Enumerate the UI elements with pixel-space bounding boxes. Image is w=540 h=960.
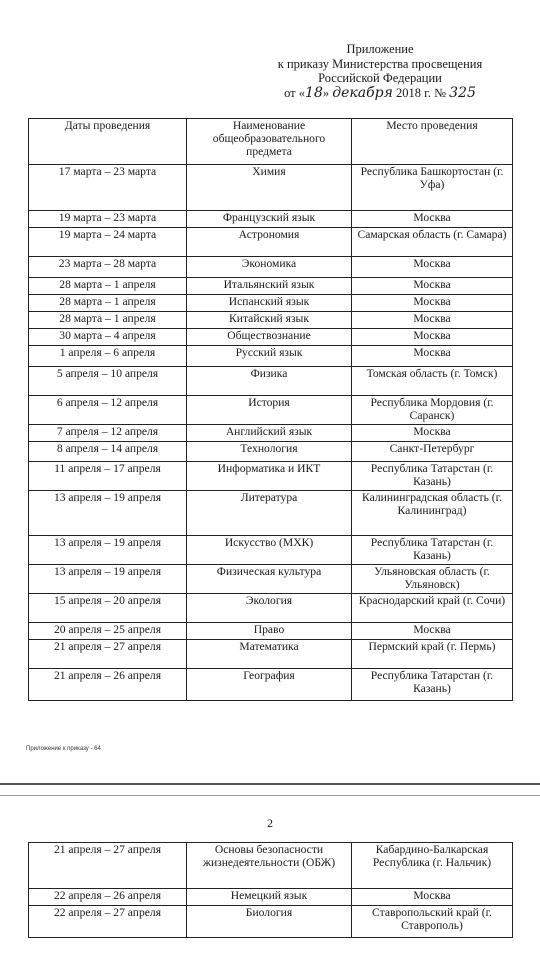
table-row (29, 906, 513, 938)
place-cell: Москва (352, 211, 513, 228)
subject-cell: Право (187, 623, 352, 640)
table-row (29, 889, 513, 906)
table-row (29, 640, 513, 669)
date-cell: 28 марта – 1 апреля (29, 295, 187, 312)
date-cell: 21 апреля – 27 апреля (29, 843, 187, 889)
table-row (29, 367, 513, 396)
subject-cell: Экология (187, 594, 352, 623)
subject-cell: История (187, 396, 352, 425)
place-cell: Пермский край (г. Пермь) (352, 640, 513, 669)
column-header-subject: Наименование общеобразовательного предмета (187, 119, 352, 165)
page-separator (0, 783, 540, 785)
table-row (29, 329, 513, 346)
table-row (29, 491, 513, 536)
subject-cell: Астрономия (187, 228, 352, 257)
table-row (29, 462, 513, 491)
subject-cell: Физика (187, 367, 352, 396)
page-separator-thin (0, 795, 540, 796)
column-header-dates: Даты проведения (29, 119, 187, 165)
date-cell: 22 апреля – 26 апреля (29, 889, 187, 906)
date-cell: 8 апреля – 14 апреля (29, 442, 187, 462)
table-row (29, 425, 513, 442)
date-cell: 5 апреля – 10 апреля (29, 367, 187, 396)
document-header (220, 42, 540, 100)
table-row (29, 228, 513, 257)
schedule-table-continued (28, 842, 513, 938)
date-cell: 19 марта – 23 марта (29, 211, 187, 228)
subject-cell: Немецкий язык (187, 889, 352, 906)
date-cell: 20 апреля – 25 апреля (29, 623, 187, 640)
place-cell: Москва (352, 346, 513, 367)
place-cell: Республика Татарстан (г. Казань) (352, 669, 513, 701)
subject-cell: Итальянский язык (187, 278, 352, 295)
page-number: 2 (267, 816, 273, 830)
subject-cell: Испанский язык (187, 295, 352, 312)
column-header-place: Место проведения (352, 119, 513, 165)
date-cell: 17 марта – 23 марта (29, 165, 187, 211)
place-cell: Ульяновская область (г. Ульяновск) (352, 565, 513, 594)
place-cell: Калининградская область (г. Калининград) (352, 491, 513, 536)
date-cell: 22 апреля – 27 апреля (29, 906, 187, 938)
table-row (29, 346, 513, 367)
place-cell: Томская область (г. Томск) (352, 367, 513, 396)
date-cell: 13 апреля – 19 апреля (29, 491, 187, 536)
table-row (29, 843, 513, 889)
place-cell: Санкт-Петербург (352, 442, 513, 462)
place-cell: Республика Башкортостан (г. Уфа) (352, 165, 513, 211)
table-row (29, 536, 513, 565)
table-row (29, 312, 513, 329)
date-day: 18 (305, 84, 323, 101)
table-row (29, 211, 513, 228)
subject-cell: Искусство (МХК) (187, 536, 352, 565)
header-appendix: Приложение (346, 42, 414, 56)
date-cell: 1 апреля – 6 апреля (29, 346, 187, 367)
subject-cell: Основы безопасности жизнедеятельности (ОБЖ) (187, 843, 352, 889)
table-row (29, 623, 513, 640)
subject-cell: Химия (187, 165, 352, 211)
date-cell: 21 апреля – 26 апреля (29, 669, 187, 701)
table-row (29, 278, 513, 295)
place-cell: Республика Мордовия (г. Саранск) (352, 396, 513, 425)
subject-cell: Русский язык (187, 346, 352, 367)
subject-cell: Английский язык (187, 425, 352, 442)
order-number: 325 (449, 84, 476, 101)
date-cell: 13 апреля – 19 апреля (29, 536, 187, 565)
subject-cell: Французский язык (187, 211, 352, 228)
header-order-of: к приказу Министерства просвещения (277, 56, 483, 71)
table-row (29, 396, 513, 425)
place-cell: Краснодарский край (г. Сочи) (352, 594, 513, 623)
place-cell: Москва (352, 312, 513, 329)
subject-cell: Технология (187, 442, 352, 462)
footer-note: Приложение к приказу - 64 (26, 746, 101, 752)
date-cell: 7 апреля – 12 апреля (29, 425, 187, 442)
place-cell: Республика Татарстан (г. Казань) (352, 536, 513, 565)
table-row (29, 669, 513, 701)
subject-cell: Китайский язык (187, 312, 352, 329)
place-cell: Москва (352, 278, 513, 295)
date-cell: 30 марта – 4 апреля (29, 329, 187, 346)
table-row (29, 594, 513, 623)
place-cell: Москва (352, 257, 513, 278)
date-cell: 13 апреля – 19 апреля (29, 565, 187, 594)
subject-cell: Литература (187, 491, 352, 536)
date-cell: 28 марта – 1 апреля (29, 278, 187, 295)
place-cell: Кабардино-Балкарская Республика (г. Нальчик) (352, 843, 513, 889)
table-row (29, 165, 513, 211)
table-row (29, 257, 513, 278)
date-cell: 23 марта – 28 марта (29, 257, 187, 278)
subject-cell: Математика (187, 640, 352, 669)
place-cell: Москва (352, 295, 513, 312)
place-cell: Москва (352, 425, 513, 442)
place-cell: Москва (352, 623, 513, 640)
place-cell: Москва (352, 889, 513, 906)
date-cell: 19 марта – 24 марта (29, 228, 187, 257)
date-cell: 15 апреля – 20 апреля (29, 594, 187, 623)
date-cell: 28 марта – 1 апреля (29, 312, 187, 329)
place-cell: Москва (352, 329, 513, 346)
header-date-line: от «18» декабря 2018 г. № 325 (284, 84, 476, 101)
subject-cell: Информатика и ИКТ (187, 462, 352, 491)
subject-cell: Обществознание (187, 329, 352, 346)
place-cell: Самарская область (г. Самара) (352, 228, 513, 257)
table-header-row (29, 119, 513, 165)
date-cell: 11 апреля – 17 апреля (29, 462, 187, 491)
table-row (29, 295, 513, 312)
subject-cell: География (187, 669, 352, 701)
place-cell: Ставропольский край (г. Ставрополь) (352, 906, 513, 938)
table-row (29, 565, 513, 594)
date-month: декабря (332, 84, 393, 101)
subject-cell: Физическая культура (187, 565, 352, 594)
place-cell: Республика Татарстан (г. Казань) (352, 462, 513, 491)
subject-cell: Биология (187, 906, 352, 938)
header-country: Российской Федерации (318, 71, 442, 85)
date-cell: 6 апреля – 12 апреля (29, 396, 187, 425)
subject-cell: Экономика (187, 257, 352, 278)
date-cell: 21 апреля – 27 апреля (29, 640, 187, 669)
schedule-table (28, 118, 513, 701)
table-row (29, 442, 513, 462)
